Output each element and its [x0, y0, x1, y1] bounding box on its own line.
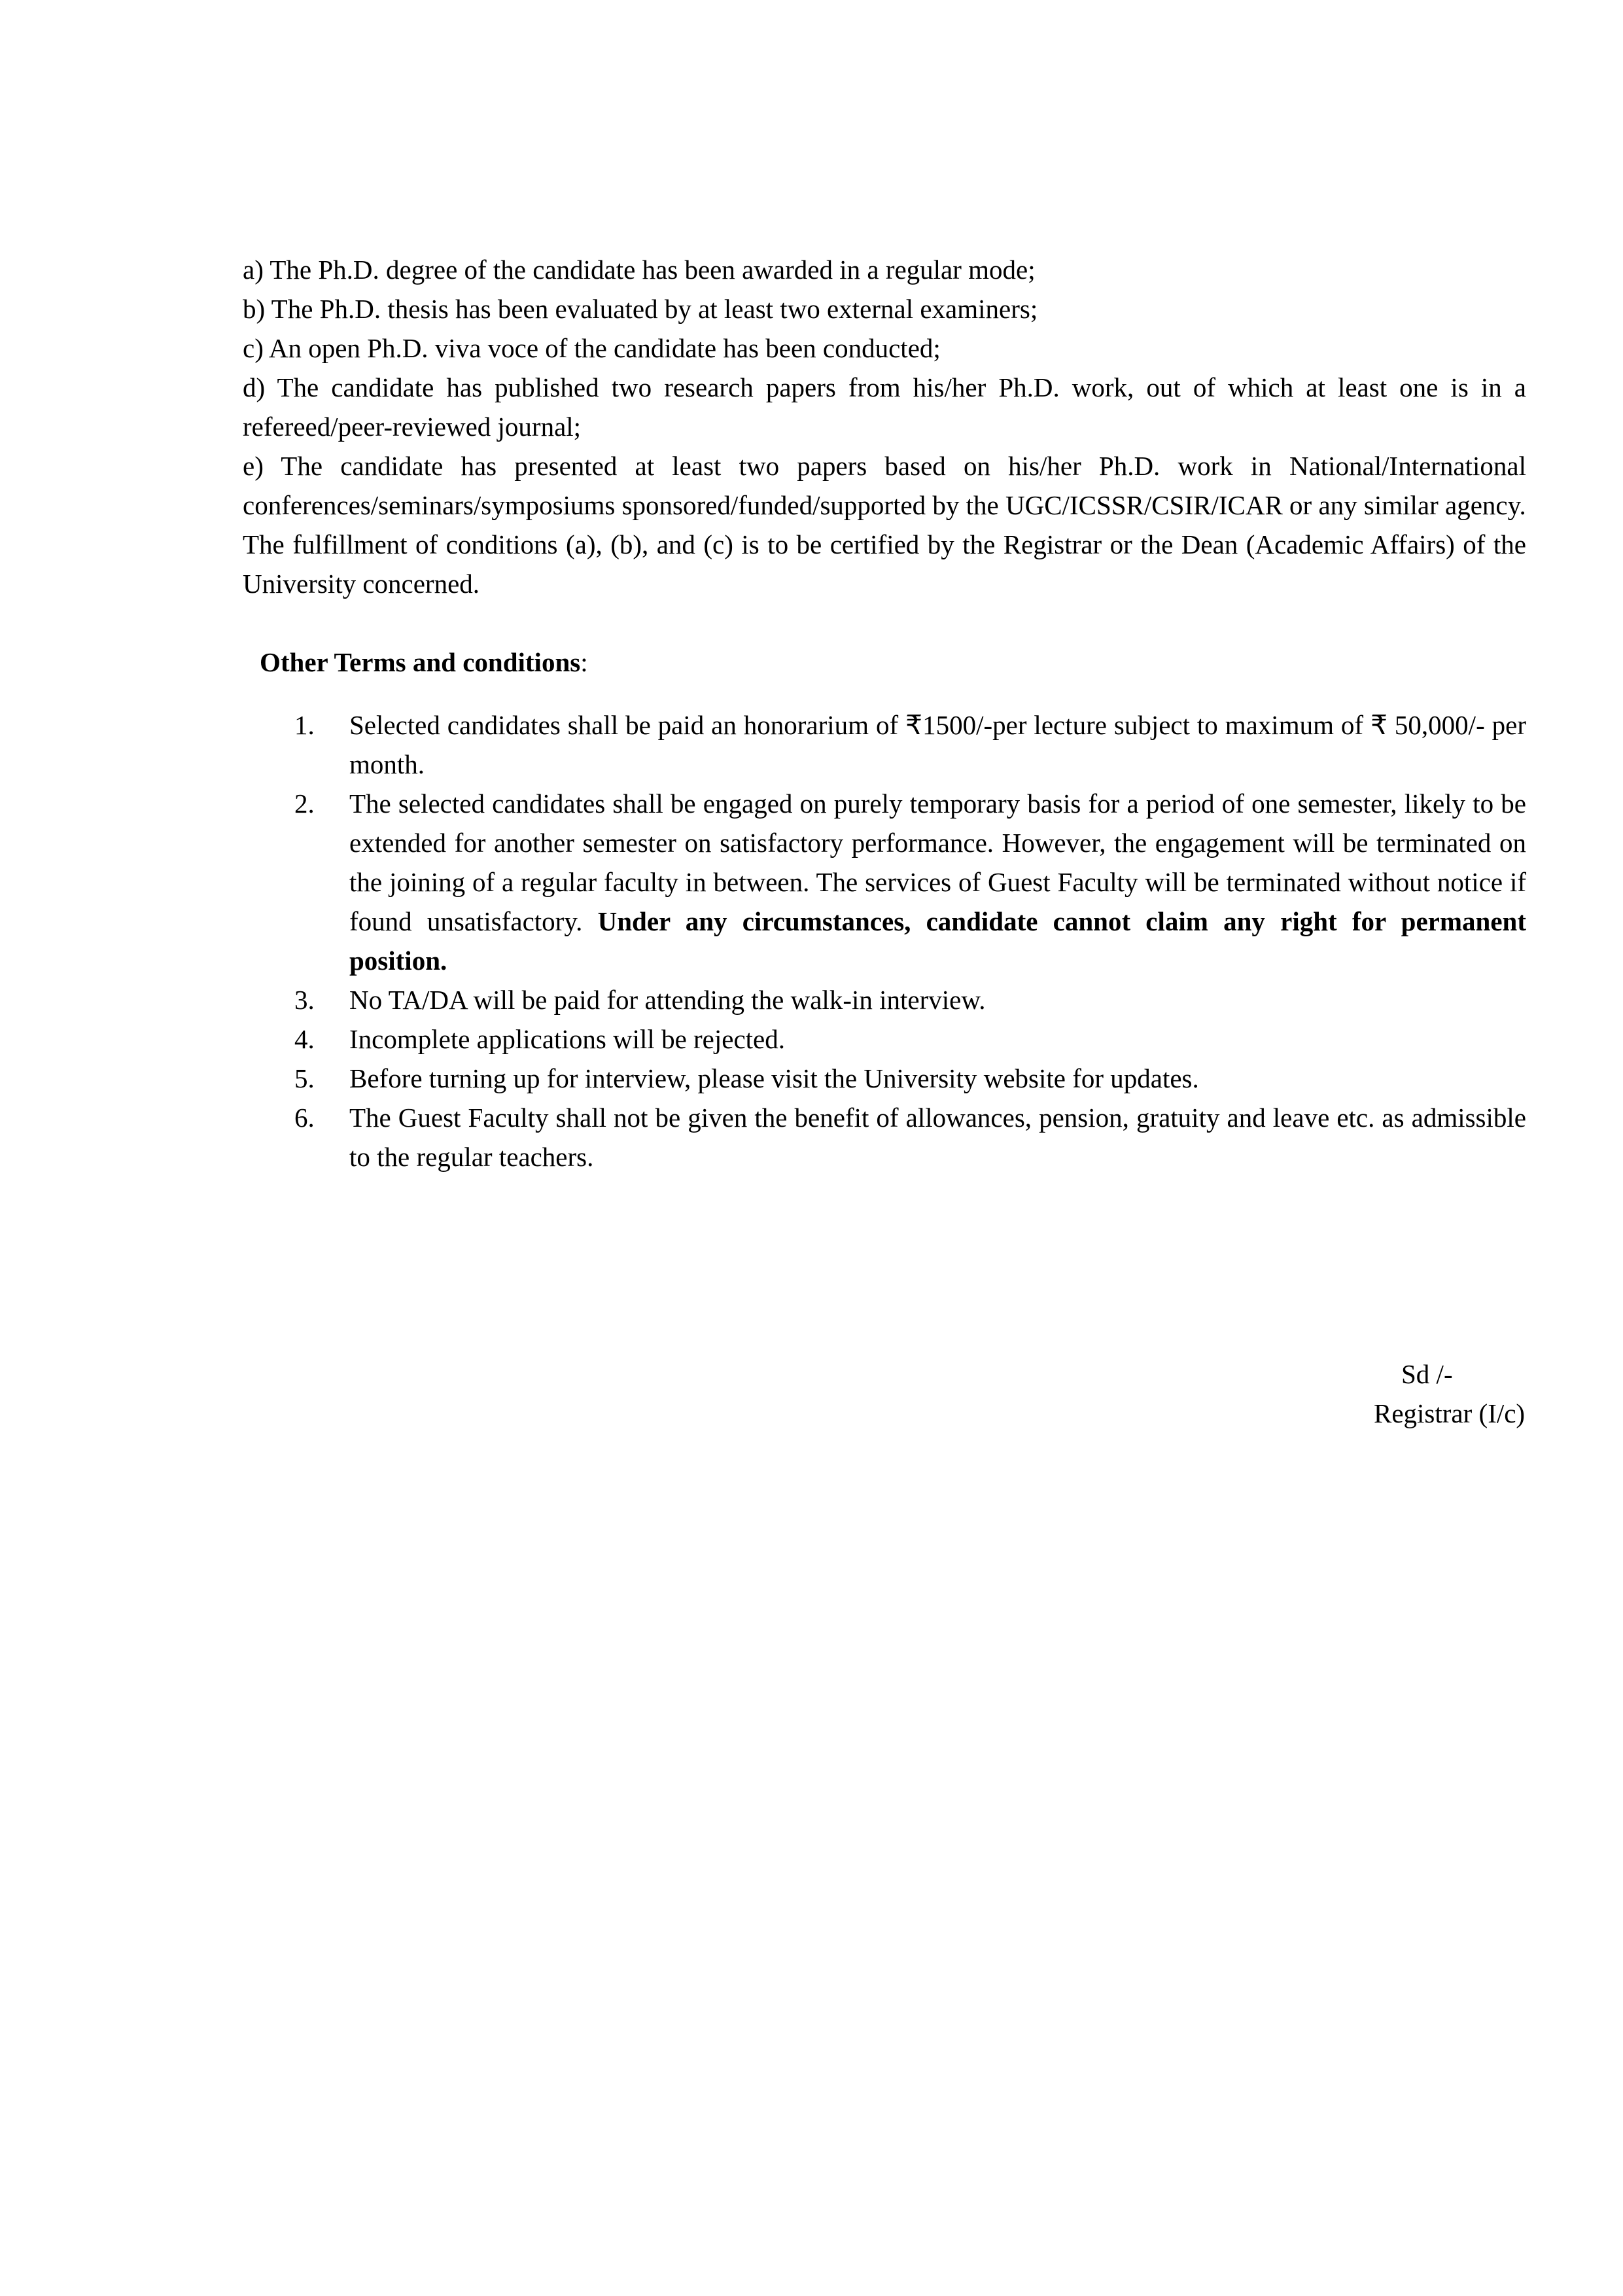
signature-sd: Sd /-	[1401, 1359, 1453, 1389]
certification-note: The fulfillment of conditions (a), (b), and (c) is to be certified by the Registrar or the Dean (Academic Affairs) of the University concerned.	[243, 529, 1526, 599]
condition-d: d) The candidate has published two research papers from his/her Ph.D. work, out of which at least one is in a refereed/peer-reviewed journal;	[243, 372, 1526, 442]
terms-item-number: 4.	[294, 1024, 315, 1054]
terms-item-2	[243, 784, 1526, 980]
condition-e: e) The candidate has presented at least two papers based on his/her Ph.D. work in National/International conferences/seminars/symposiums sponsored/funded/supported by the UGC/ICSSR/CSIR/ICAR or any similar agency.	[243, 451, 1526, 520]
terms-item-5	[243, 1059, 1526, 1098]
terms-item-text: The selected candidates shall be engaged on purely temporary basis for a period of one semester, likely to be extended for another semester on satisfactory performance. However, the engagement will be terminated on the joining of a regular faculty in between. The services of Guest Faculty will be terminated without notice if found unsatisfactory.	[349, 788, 1526, 936]
terms-item-text: Selected candidates shall be paid an honorarium of ₹1500/-per lecture subject to maximum of ₹ 50,000/- per month.	[349, 710, 1526, 779]
condition-a: a) The Ph.D. degree of the candidate has been awarded in a regular mode;	[243, 255, 1036, 285]
terms-item-text: Before turning up for interview, please visit the University website for updates.	[349, 1063, 1199, 1093]
terms-item-bold-text: Under any circumstances, candidate cannot claim any right for permanent position.	[349, 906, 1526, 976]
condition-c: c) An open Ph.D. viva voce of the candidate has been conducted;	[243, 333, 941, 363]
terms-item-text: No TA/DA will be paid for attending the walk-in interview.	[349, 985, 986, 1015]
terms-item-number: 5.	[294, 1063, 315, 1093]
terms-item-text: The Guest Faculty shall not be given the benefit of allowances, pension, gratuity and leave etc. as admissible to the regular teachers.	[349, 1103, 1526, 1172]
terms-item-4	[243, 1019, 1526, 1059]
terms-item-number: 3.	[294, 985, 315, 1015]
terms-item-6	[243, 1098, 1526, 1176]
terms-list	[243, 705, 1526, 1176]
terms-item-1	[243, 705, 1526, 784]
condition-b: b) The Ph.D. thesis has been evaluated by at least two external examiners;	[243, 294, 1038, 324]
terms-heading	[260, 643, 1526, 682]
terms-item-3	[243, 980, 1526, 1019]
terms-heading-text: Other Terms and conditions	[260, 647, 581, 677]
terms-heading-colon: :	[580, 647, 588, 677]
terms-item-number: 2.	[294, 788, 315, 819]
terms-item-number: 1.	[294, 710, 315, 740]
terms-item-number: 6.	[294, 1103, 315, 1133]
signature-block	[1374, 1354, 1525, 1433]
terms-item-text: Incomplete applications will be rejected.	[349, 1024, 785, 1054]
document-body	[243, 250, 1526, 1176]
signature-title: Registrar (I/c)	[1374, 1398, 1526, 1428]
